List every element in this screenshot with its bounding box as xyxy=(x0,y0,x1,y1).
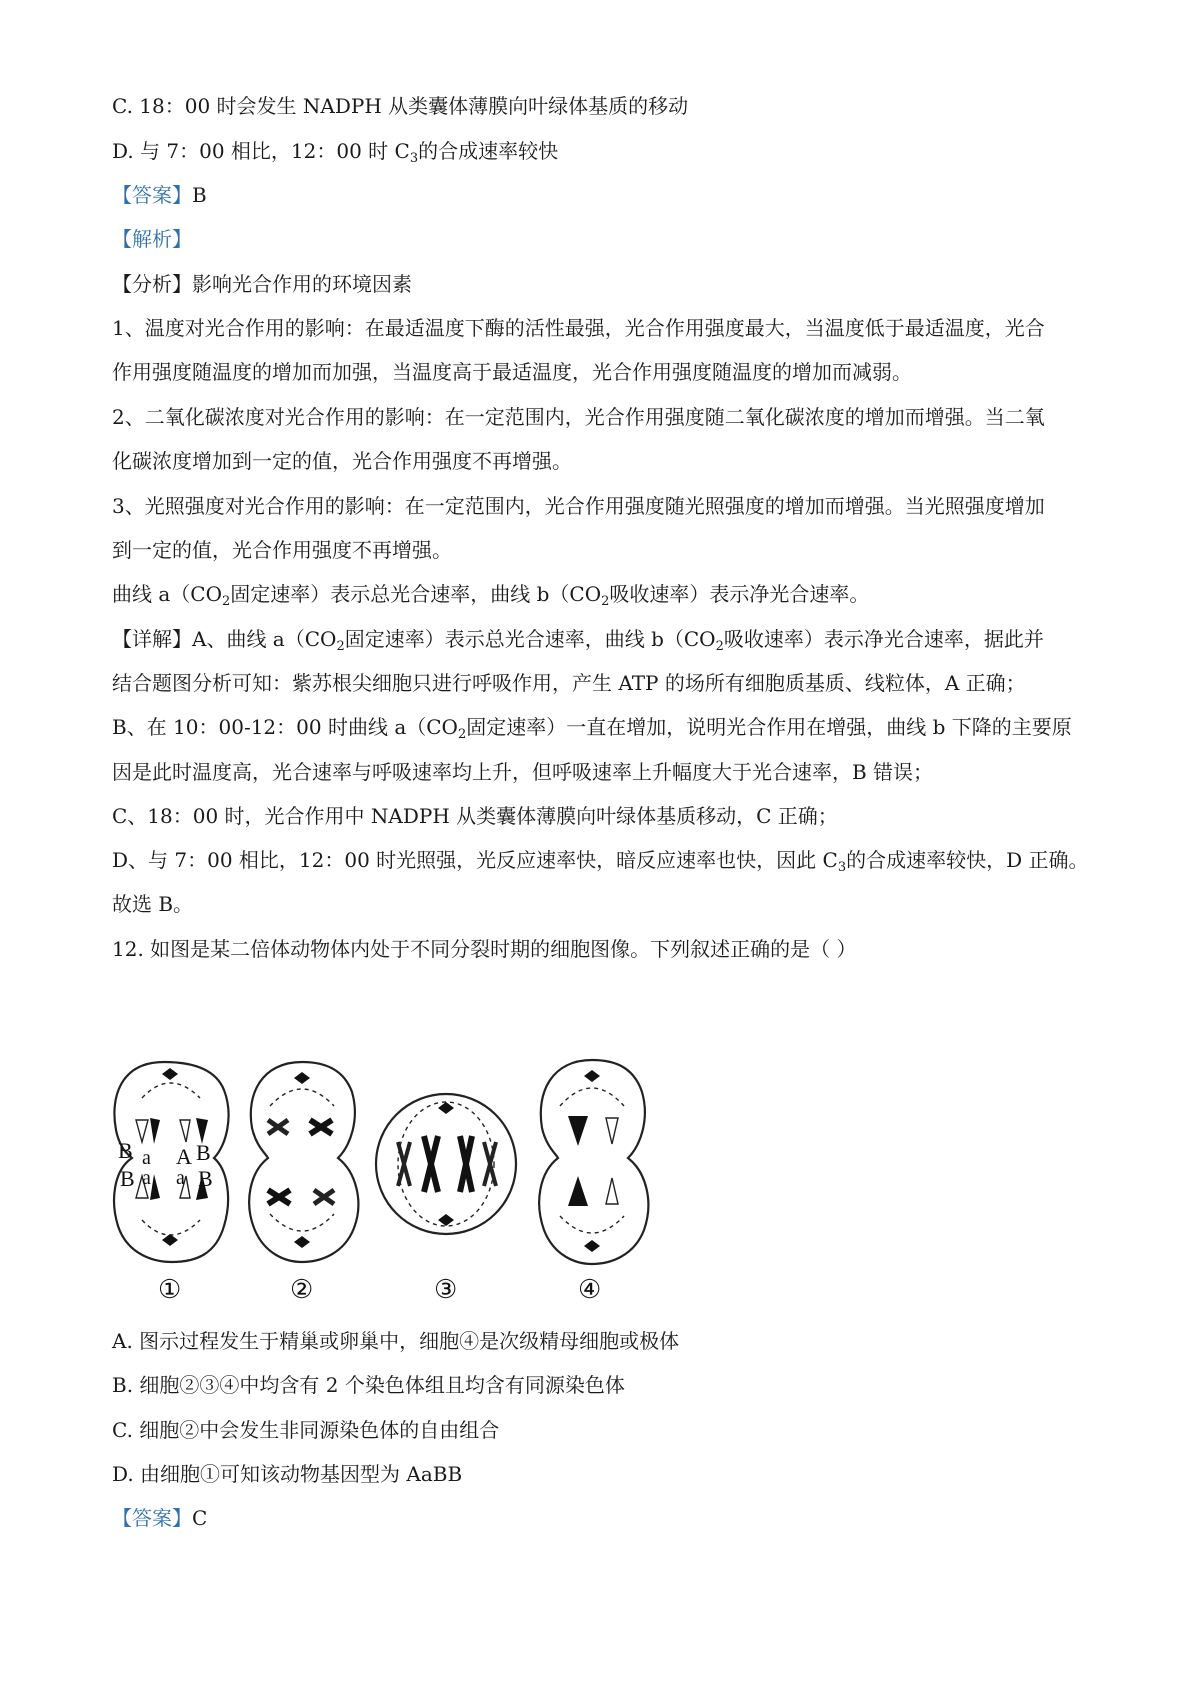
cell-label-3: ③ xyxy=(434,1275,458,1304)
q12-option-d: D. 由细胞①可知该动物基因型为 AaBB xyxy=(112,1462,463,1486)
para-2-line-1: 2、二氧化碳浓度对光合作用的影响：在一定范围内，光合作用强度随二氧化碳浓度的增加而增强。当二氧 xyxy=(112,405,1045,429)
fenxi-heading: 【分析】影响光合作用的环境因素 xyxy=(112,272,412,296)
detail-line-3: B、在 10：00-12：00 时曲线 $a(CO_2$固定速率）一直在增加，说明光合作用在增强，曲线 b 下降的主要原 xyxy=(112,715,1072,742)
detail-line-6: D、与 7：00 相比，12：00 时光照强，光反应速率快，暗反应速率也快，因此 $C_3$的合成速率较快，D 正确。 xyxy=(112,848,1089,875)
gene-label-A: A xyxy=(176,1144,192,1169)
detail-line-7: 故选 B。 xyxy=(112,892,194,916)
q12-option-c: C. 细胞②中会发生非同源染色体的自由组合 xyxy=(112,1418,500,1442)
para-3-line-2: 到一定的值，光合作用强度不再增强。 xyxy=(112,538,452,562)
q12-option-a: A. 图示过程发生于精巢或卵巢中，细胞④是次级精母细胞或极体 xyxy=(112,1329,680,1353)
para-2-line-2: 化碳浓度增加到一定的值，光合作用强度不再增强。 xyxy=(112,449,572,473)
cell-label-2: ② xyxy=(290,1275,314,1304)
option-c: C. 18：00 时会发生 NADPH 从类囊体薄膜向叶绿体基质的移动 xyxy=(112,94,689,118)
para-1-line-1: 1、温度对光合作用的影响：在最适温度下酶的活性最强，光合作用强度最大，当温度低于最适温度，光合 xyxy=(112,316,1045,340)
gene-label-a3: a xyxy=(176,1167,185,1189)
gene-label-a1: a xyxy=(142,1147,151,1169)
cell-label-4: ④ xyxy=(578,1275,602,1304)
cell-label-1: ① xyxy=(158,1275,182,1304)
para-3-line-1: 3、光照强度对光合作用的影响：在一定范围内，光合作用强度随光照强度的增加而增强。当光照强度增加 xyxy=(112,494,1045,518)
option-d: D. 与 7：00 相比，12：00 时 $C_3$的合成速率较快 xyxy=(112,139,559,166)
detail-line-2: 结合题图分析可知：紫苏根尖细胞只进行呼吸作用，产生 ATP 的场所有细胞质基质、线粒体，A 正确； xyxy=(112,671,1026,695)
cell-2 xyxy=(249,1062,358,1262)
answer-12: 【答案】C xyxy=(112,1506,208,1530)
gene-label-B3: B xyxy=(120,1166,135,1191)
question-12-stem: 12. 如图是某二倍体动物体内处于不同分裂时期的细胞图像。下列叙述正确的是（ ） xyxy=(112,937,857,961)
cell-3 xyxy=(376,1094,516,1234)
gene-label-B4: B xyxy=(198,1166,213,1191)
detail-line-1: 【详解】A、曲线 $a(CO_2$固定速率）表示总光合速率，曲线 $b(CO_2$吸收速率）表示净光合速率，据此并 xyxy=(112,627,1044,654)
answer-11: 【答案】B xyxy=(112,183,207,207)
detail-line-5: C、18：00 时，光合作用中 NADPH 从类囊体薄膜向叶绿体基质移动，C 正确； xyxy=(112,804,838,828)
gene-label-B2: B xyxy=(196,1140,211,1165)
cell-4 xyxy=(539,1060,648,1264)
cell-division-figure xyxy=(112,1050,732,1310)
para-1-line-2: 作用强度随温度的增加而加强，当温度高于最适温度，光合作用强度随温度的增加而减弱。 xyxy=(112,360,912,384)
analysis-heading: 【解析】 xyxy=(112,227,192,251)
gene-label-a2: a xyxy=(142,1167,151,1189)
curve-description: 曲线 $a(CO_2$固定速率）表示总光合速率，曲线 $b(CO_2$吸收速率）表示净光合速率。 xyxy=(112,582,870,609)
detail-line-4: 因是此时温度高，光合速率与呼吸速率均上升，但呼吸速率上升幅度大于光合速率，B 错误； xyxy=(112,760,934,784)
q12-option-b: B. 细胞②③④中均含有 2 个染色体组且均含有同源染色体 xyxy=(112,1373,625,1397)
cell-1 xyxy=(114,1062,228,1262)
gene-label-B1: B xyxy=(118,1138,133,1163)
